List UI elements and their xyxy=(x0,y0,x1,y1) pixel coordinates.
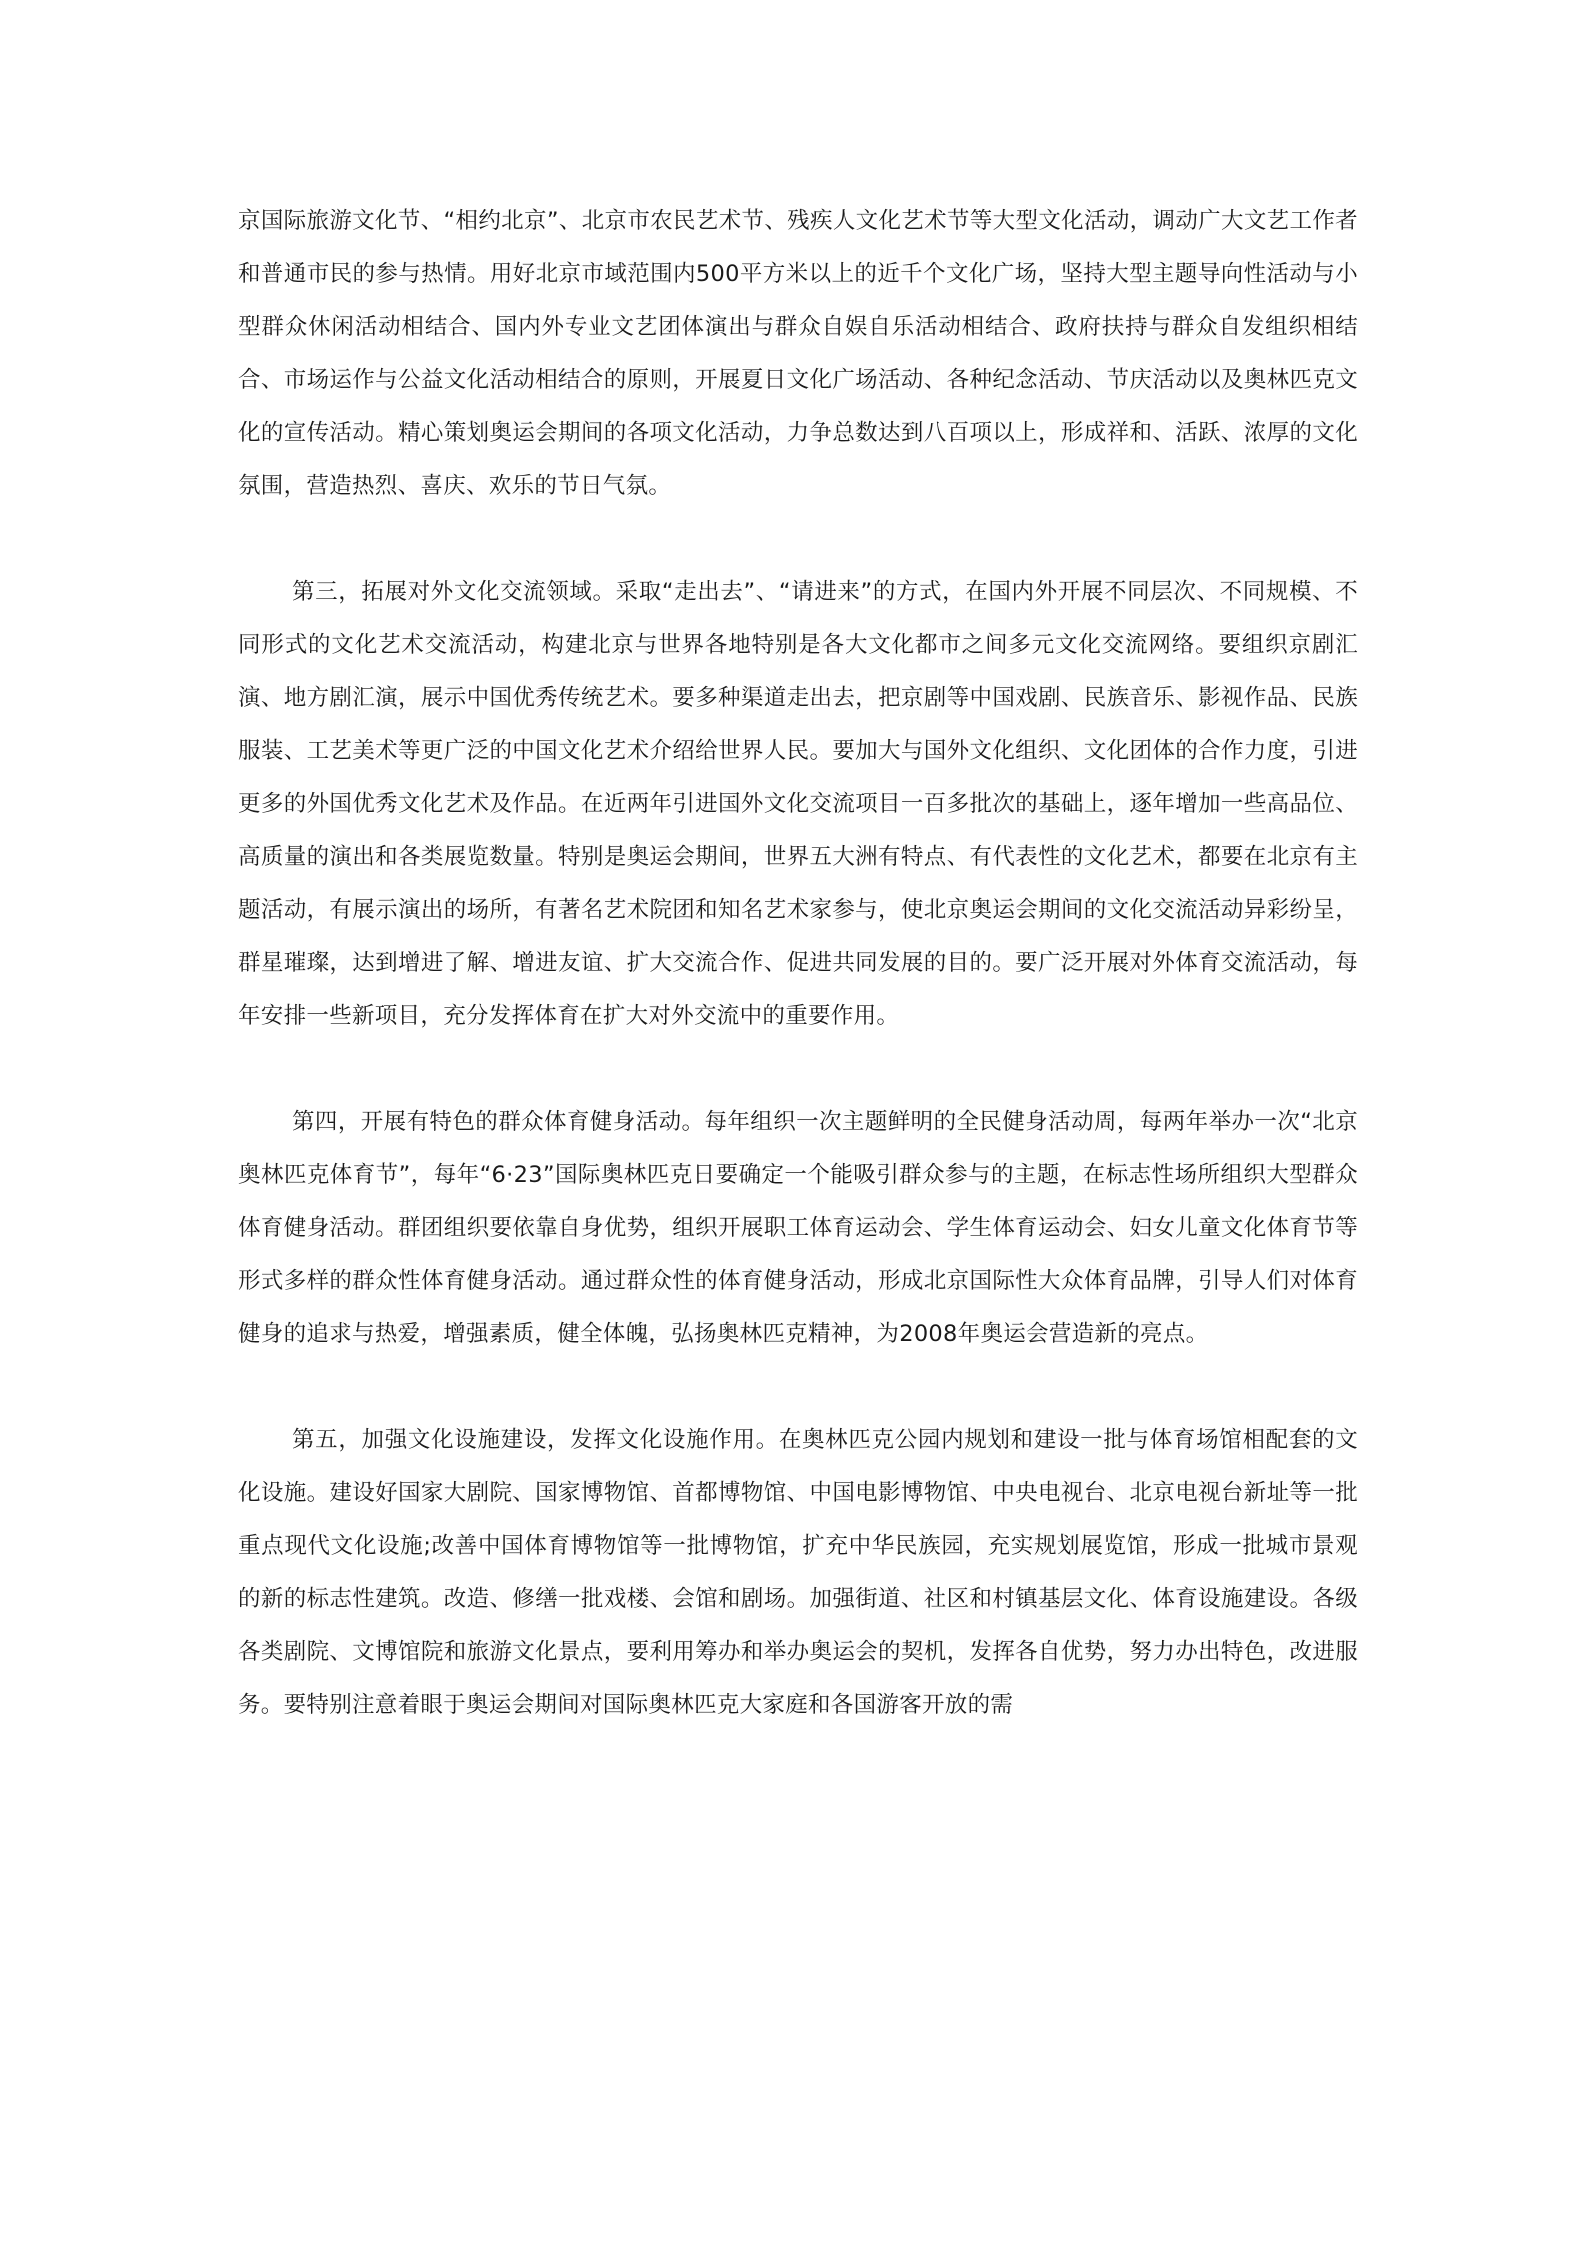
paragraph-third-foreign-exchange: 第三，拓展对外文化交流领域。采取“走出去”、“请进来”的方式，在国内外开展不同层次、不同规模、不同形式的文化艺术交流活动，构建北京与世界各地特别是各大文化都市之间多元文化交流网络。要组织京剧汇演、地方剧汇演，展示中国优秀传统艺术。要多种渠道走出去，把京剧等中国戏剧、民族音乐、影视作品、民族服装、工艺美术等更广泛的中国文化艺术介绍给世界人民。要加大与国外文化组织、文化团体的合作力度，引进更多的外国优秀文化艺术及作品。在近两年引进国外文化交流项目一百多批次的基础上，逐年增加一些高品位、高质量的演出和各类展览数量。特别是奥运会期间，世界五大洲有特点、有代表性的文化艺术，都要在北京有主题活动，有展示演出的场所，有著名艺术院团和知名艺术家参与，使北京奥运会期间的文化交流活动异彩纷呈，群星璀璨，达到增进了解、增进友谊、扩大交流合作、促进共同发展的目的。要广泛开展对外体育交流活动，每年安排一些新项目，充分发挥体育在扩大对外交流中的重要作用。 xyxy=(238,579,1358,1029)
paragraph-cultural-events: 京国际旅游文化节、“相约北京”、北京市农民艺术节、残疾人文化艺术节等大型文化活动，调动广大文艺工作者和普通市民的参与热情。用好北京市域范围内500平方米以上的近千个文化广场，坚持大型主题导向性活动与小型群众休闲活动相结合、国内外专业文艺团体演出与群众自娱自乐活动相结合、政府扶持与群众自发组织相结合、市场运作与公益文化活动相结合的原则，开展夏日文化广场活动、各种纪念活动、节庆活动以及奥林匹克文化的宣传活动。精心策划奥运会期间的各项文化活动，力争总数达到八百项以上，形成祥和、活跃、浓厚的文化氛围，营造热烈、喜庆、欢乐的节日气氛。 xyxy=(238,208,1358,499)
document-page xyxy=(238,195,1358,1732)
paragraph-fifth-cultural-facilities: 第五，加强文化设施建设，发挥文化设施作用。在奥林匹克公园内规划和建设一批与体育场馆相配套的文化设施。建设好国家大剧院、国家博物馆、首都博物馆、中国电影博物馆、中央电视台、北京电视台新址等一批重点现代文化设施;改善中国体育博物馆等一批博物馆，扩充中华民族园，充实规划展览馆，形成一批城市景观的新的标志性建筑。改造、修缮一批戏楼、会馆和剧场。加强街道、社区和村镇基层文化、体育设施建设。各级各类剧院、文博馆院和旅游文化景点，要利用筹办和举办奥运会的契机，发挥各自优势，努力办出特色，改进服务。要特别注意着眼于奥运会期间对国际奥林匹克大家庭和各国游客开放的需 xyxy=(238,1427,1358,1718)
paragraph-fourth-mass-fitness: 第四，开展有特色的群众体育健身活动。每年组织一次主题鲜明的全民健身活动周，每两年举办一次“北京奥林匹克体育节”，每年“6·23”国际奥林匹克日要确定一个能吸引群众参与的主题，在标志性场所组织大型群众体育健身活动。群团组织要依靠自身优势，组织开展职工体育运动会、学生体育运动会、妇女儿童文化体育节等形式多样的群众性体育健身活动。通过群众性的体育健身活动，形成北京国际性大众体育品牌，引导人们对体育健身的追求与热爱，增强素质，健全体魄，弘扬奥林匹克精神，为2008年奥运会营造新的亮点。 xyxy=(238,1109,1358,1347)
